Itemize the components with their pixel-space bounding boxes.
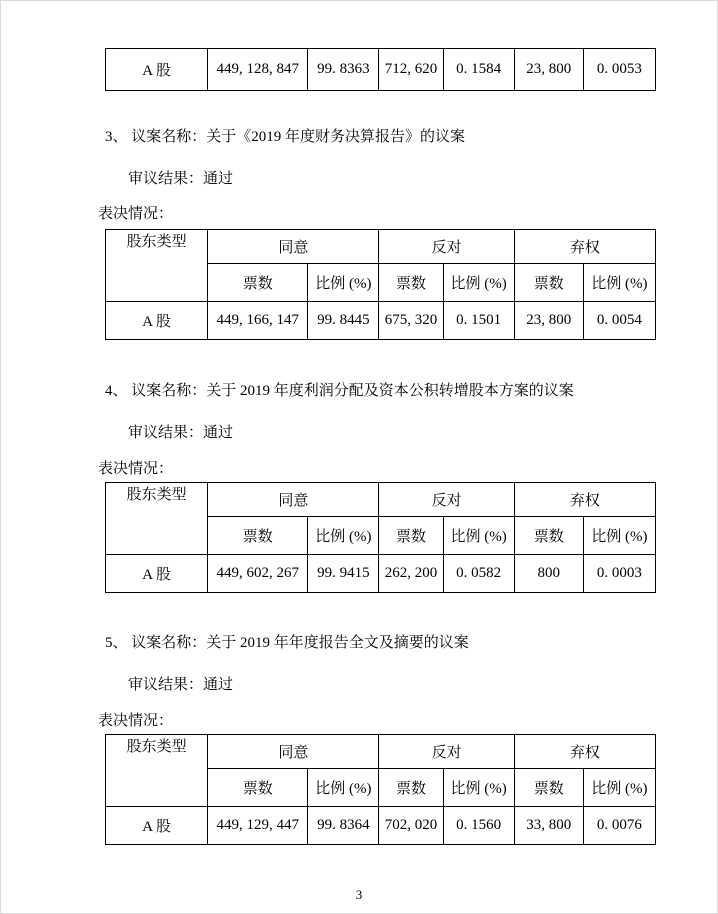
- header-ratio: 比例 (%): [308, 769, 379, 807]
- cell-abstain-ratio: 0. 0054: [583, 302, 655, 340]
- cell-oppose-ratio: 0. 1584: [443, 49, 514, 91]
- table-header-row: [106, 230, 656, 264]
- header-shareholder-type: 股东类型: [106, 735, 208, 807]
- header-abstain: 弃权: [514, 483, 655, 517]
- header-ratio: 比例 (%): [583, 769, 655, 807]
- cell-agree-ratio: 99. 9415: [308, 555, 379, 593]
- header-votes: 票数: [208, 264, 308, 302]
- header-ratio: 比例 (%): [308, 264, 379, 302]
- cell-agree-ratio: 99. 8363: [308, 49, 379, 91]
- cell-shareholder-type: A 股: [106, 49, 208, 91]
- review-result-4: 审议结果：通过: [128, 425, 234, 441]
- table-header-row: [106, 735, 656, 769]
- cell-agree-ratio: 99. 8445: [308, 302, 379, 340]
- cell-shareholder-type: A 股: [106, 302, 208, 340]
- header-ratio: 比例 (%): [443, 517, 514, 555]
- header-shareholder-type: 股东类型: [106, 230, 208, 302]
- table-header-row: [106, 483, 656, 517]
- header-oppose: 反对: [379, 735, 514, 769]
- cell-agree-votes: 449, 129, 447: [208, 807, 308, 845]
- header-votes: 票数: [208, 517, 308, 555]
- proposal-heading-5: 5、 议案名称：关于 2019 年年度报告全文及摘要的议案: [105, 635, 469, 651]
- cell-abstain-ratio: 0. 0053: [583, 49, 655, 91]
- cell-abstain-ratio: 0. 0076: [583, 807, 655, 845]
- cell-abstain-votes: 23, 800: [514, 49, 583, 91]
- cell-agree-votes: 449, 166, 147: [208, 302, 308, 340]
- header-votes: 票数: [379, 769, 443, 807]
- cell-abstain-ratio: 0. 0003: [583, 555, 655, 593]
- header-agree: 同意: [208, 230, 379, 264]
- cell-abstain-votes: 33, 800: [514, 807, 583, 845]
- header-agree: 同意: [208, 735, 379, 769]
- header-votes: 票数: [514, 769, 583, 807]
- cell-oppose-ratio: 0. 1501: [443, 302, 514, 340]
- voting-table-4: [105, 482, 656, 593]
- voting-status-label-3: 表决情况：: [98, 206, 174, 222]
- cell-oppose-votes: 712, 620: [379, 49, 443, 91]
- cell-oppose-ratio: 0. 0582: [443, 555, 514, 593]
- header-ratio: 比例 (%): [308, 517, 379, 555]
- table-row: [106, 49, 656, 91]
- table-row: [106, 302, 656, 340]
- table-row: [106, 555, 656, 593]
- header-shareholder-type: 股东类型: [106, 483, 208, 555]
- header-abstain: 弃权: [514, 735, 655, 769]
- voting-table-5: [105, 734, 656, 845]
- header-abstain: 弃权: [514, 230, 655, 264]
- cell-oppose-votes: 675, 320: [379, 302, 443, 340]
- page-number: 3: [355, 887, 363, 902]
- voting-table-3: [105, 229, 656, 340]
- header-votes: 票数: [514, 517, 583, 555]
- cell-agree-votes: 449, 128, 847: [208, 49, 308, 91]
- header-votes: 票数: [379, 517, 443, 555]
- header-oppose: 反对: [379, 230, 514, 264]
- header-ratio: 比例 (%): [583, 264, 655, 302]
- review-result-5: 审议结果：通过: [128, 677, 234, 693]
- cell-oppose-votes: 702, 020: [379, 807, 443, 845]
- proposal-heading-3: 3、 议案名称：关于《2019 年度财务决算报告》的议案: [105, 129, 466, 145]
- cell-abstain-votes: 23, 800: [514, 302, 583, 340]
- voting-status-label-4: 表决情况：: [98, 461, 174, 477]
- header-oppose: 反对: [379, 483, 514, 517]
- header-votes: 票数: [514, 264, 583, 302]
- voting-status-label-5: 表决情况：: [98, 713, 174, 729]
- cell-abstain-votes: 800: [514, 555, 583, 593]
- cell-oppose-votes: 262, 200: [379, 555, 443, 593]
- header-agree: 同意: [208, 483, 379, 517]
- table-row: [106, 807, 656, 845]
- header-ratio: 比例 (%): [443, 769, 514, 807]
- cell-agree-votes: 449, 602, 267: [208, 555, 308, 593]
- cell-agree-ratio: 99. 8364: [308, 807, 379, 845]
- cell-shareholder-type: A 股: [106, 555, 208, 593]
- cell-shareholder-type: A 股: [106, 807, 208, 845]
- voting-table-continued: [105, 48, 656, 91]
- review-result-3: 审议结果：通过: [128, 171, 234, 187]
- header-votes: 票数: [379, 264, 443, 302]
- proposal-heading-4: 4、 议案名称：关于 2019 年度利润分配及资本公积转增股本方案的议案: [105, 383, 574, 399]
- cell-oppose-ratio: 0. 1560: [443, 807, 514, 845]
- header-ratio: 比例 (%): [583, 517, 655, 555]
- header-votes: 票数: [208, 769, 308, 807]
- header-ratio: 比例 (%): [443, 264, 514, 302]
